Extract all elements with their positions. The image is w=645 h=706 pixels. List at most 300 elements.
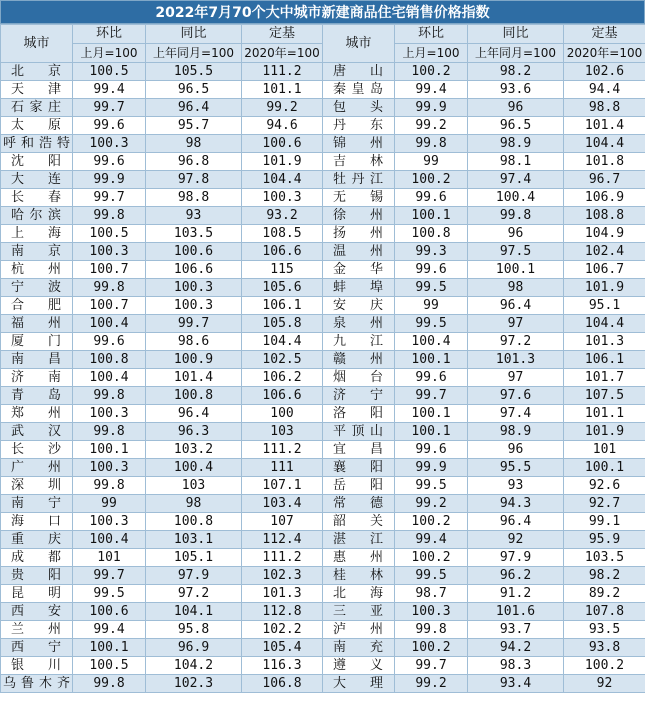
base-cell: 101.1 [564,405,645,423]
city-cell: 呼和浩特 [1,135,73,153]
base-cell: 102.3 [242,567,323,585]
city-cell: 泸 州 [323,621,395,639]
header-base-left: 定基 [242,25,323,44]
header-mom-sub-left: 上月=100 [73,44,146,63]
mom-cell: 100.2 [395,513,468,531]
mom-cell: 100.1 [395,423,468,441]
base-cell: 106.9 [564,189,645,207]
yoy-cell: 98.3 [468,657,564,675]
table-row [1,585,645,603]
mom-cell: 99.7 [73,99,146,117]
base-cell: 92.6 [564,477,645,495]
mom-cell: 100.2 [395,63,468,81]
base-cell: 106.6 [242,387,323,405]
table-row [1,477,645,495]
yoy-cell: 96.5 [468,117,564,135]
table-row [1,243,645,261]
yoy-cell: 103 [146,477,242,495]
city-cell: 北 京 [1,63,73,81]
yoy-cell: 97 [468,369,564,387]
yoy-cell: 97.6 [468,387,564,405]
base-cell: 104.4 [564,135,645,153]
city-cell: 温 州 [323,243,395,261]
base-cell: 101.9 [242,153,323,171]
base-cell: 95.1 [564,297,645,315]
mom-cell: 100.1 [395,351,468,369]
table-row [1,315,645,333]
yoy-cell: 100.6 [146,243,242,261]
table-row [1,657,645,675]
yoy-cell: 98.1 [468,153,564,171]
city-cell: 赣 州 [323,351,395,369]
base-cell: 94.4 [564,81,645,99]
city-cell: 武 汉 [1,423,73,441]
city-cell: 岳 阳 [323,477,395,495]
base-cell: 106.6 [242,243,323,261]
base-cell: 101.1 [242,81,323,99]
mom-cell: 99.7 [73,567,146,585]
mom-cell: 99.9 [395,99,468,117]
table-row [1,153,645,171]
yoy-cell: 100.8 [146,387,242,405]
base-cell: 112.4 [242,531,323,549]
city-cell: 安 庆 [323,297,395,315]
city-cell: 唐 山 [323,63,395,81]
city-cell: 西 宁 [1,639,73,657]
city-cell: 吉 林 [323,153,395,171]
table-row [1,369,645,387]
base-cell: 99.2 [242,99,323,117]
mom-cell: 99.6 [73,117,146,135]
city-cell: 济 宁 [323,387,395,405]
yoy-cell: 103.1 [146,531,242,549]
mom-cell: 99.4 [395,81,468,99]
mom-cell: 99.4 [73,621,146,639]
base-cell: 102.4 [564,243,645,261]
yoy-cell: 97.5 [468,243,564,261]
yoy-cell: 93 [468,477,564,495]
base-cell: 107.5 [564,387,645,405]
city-cell: 银 川 [1,657,73,675]
city-cell: 洛 阳 [323,405,395,423]
city-cell: 牡丹江 [323,171,395,189]
base-cell: 105.8 [242,315,323,333]
yoy-cell: 94.2 [468,639,564,657]
yoy-cell: 105.1 [146,549,242,567]
mom-cell: 100.2 [395,639,468,657]
table-row [1,171,645,189]
header-yoy-right: 同比 [468,25,564,44]
city-cell: 杭 州 [1,261,73,279]
table-row [1,99,645,117]
mom-cell: 99.5 [73,585,146,603]
yoy-cell: 97.4 [468,405,564,423]
mom-cell: 100.2 [395,549,468,567]
yoy-cell: 97.2 [468,333,564,351]
yoy-cell: 98.2 [468,63,564,81]
yoy-cell: 93.6 [468,81,564,99]
base-cell: 95.9 [564,531,645,549]
mom-cell: 99 [73,495,146,513]
mom-cell: 100.1 [395,207,468,225]
base-cell: 106.2 [242,369,323,387]
city-cell: 南 昌 [1,351,73,369]
mom-cell: 99.2 [395,495,468,513]
yoy-cell: 103.5 [146,225,242,243]
base-cell: 111.2 [242,63,323,81]
city-cell: 宜 昌 [323,441,395,459]
base-cell: 99.1 [564,513,645,531]
yoy-cell: 97.2 [146,585,242,603]
city-cell: 大 连 [1,171,73,189]
base-cell: 101.9 [564,279,645,297]
mom-cell: 100.8 [395,225,468,243]
mom-cell: 100.3 [395,603,468,621]
yoy-cell: 97.4 [468,171,564,189]
yoy-cell: 95.5 [468,459,564,477]
mom-cell: 99.6 [73,333,146,351]
table-row [1,297,645,315]
base-cell: 104.4 [242,333,323,351]
city-cell: 南 充 [323,639,395,657]
mom-cell: 99.7 [395,387,468,405]
base-cell: 105.4 [242,639,323,657]
mom-cell: 100.6 [73,603,146,621]
header-city-left: 城市 [1,25,73,63]
mom-cell: 99.2 [395,675,468,693]
base-cell: 93.8 [564,639,645,657]
city-cell: 郑 州 [1,405,73,423]
base-cell: 96.7 [564,171,645,189]
base-cell: 100.1 [564,459,645,477]
city-cell: 长 沙 [1,441,73,459]
mom-cell: 99.8 [73,279,146,297]
mom-cell: 99.6 [395,369,468,387]
base-cell: 98.8 [564,99,645,117]
mom-cell: 100.5 [73,225,146,243]
mom-cell: 99.6 [395,261,468,279]
table-row [1,603,645,621]
mom-cell: 100.8 [73,351,146,369]
city-cell: 广 州 [1,459,73,477]
table-row [1,459,645,477]
header-yoy-sub-right: 上年同月=100 [468,44,564,63]
base-cell: 111.2 [242,549,323,567]
city-cell: 徐 州 [323,207,395,225]
base-cell: 106.1 [564,351,645,369]
mom-cell: 99.6 [73,153,146,171]
mom-cell: 100.3 [73,135,146,153]
mom-cell: 98.7 [395,585,468,603]
mom-cell: 99.8 [73,207,146,225]
yoy-cell: 100.1 [468,261,564,279]
base-cell: 106.7 [564,261,645,279]
yoy-cell: 100.9 [146,351,242,369]
yoy-cell: 96.4 [468,513,564,531]
mom-cell: 99.2 [395,117,468,135]
table-row [1,549,645,567]
table-row [1,117,645,135]
yoy-cell: 95.7 [146,117,242,135]
yoy-cell: 96.4 [468,297,564,315]
base-cell: 111 [242,459,323,477]
table-row [1,621,645,639]
mom-cell: 99 [395,153,468,171]
base-cell: 107 [242,513,323,531]
yoy-cell: 95.8 [146,621,242,639]
mom-cell: 99.6 [395,441,468,459]
city-cell: 石家庄 [1,99,73,117]
yoy-cell: 101.4 [146,369,242,387]
table-title: 2022年7月70个大中城市新建商品住宅销售价格指数 [0,0,645,24]
base-cell: 93.2 [242,207,323,225]
city-cell: 金 华 [323,261,395,279]
mom-cell: 99.9 [73,171,146,189]
base-cell: 108.5 [242,225,323,243]
yoy-cell: 101.6 [468,603,564,621]
yoy-cell: 100.3 [146,297,242,315]
yoy-cell: 97 [468,315,564,333]
yoy-cell: 100.3 [146,279,242,297]
city-cell: 合 肥 [1,297,73,315]
table-row [1,567,645,585]
header-mom-sub-right: 上月=100 [395,44,468,63]
mom-cell: 100.4 [73,369,146,387]
mom-cell: 99.3 [395,243,468,261]
yoy-cell: 106.6 [146,261,242,279]
yoy-cell: 98.9 [468,423,564,441]
base-cell: 98.2 [564,567,645,585]
yoy-cell: 105.5 [146,63,242,81]
yoy-cell: 93.7 [468,621,564,639]
header-yoy-sub-left: 上年同月=100 [146,44,242,63]
yoy-cell: 99.8 [468,207,564,225]
base-cell: 108.8 [564,207,645,225]
yoy-cell: 104.2 [146,657,242,675]
header-base-sub-left: 2020年=100 [242,44,323,63]
base-cell: 94.6 [242,117,323,135]
city-cell: 大 理 [323,675,395,693]
base-cell: 103.5 [564,549,645,567]
city-cell: 福 州 [1,315,73,333]
base-cell: 101.9 [564,423,645,441]
table-row [1,405,645,423]
city-cell: 锦 州 [323,135,395,153]
base-cell: 104.4 [564,315,645,333]
mom-cell: 101 [73,549,146,567]
header-mom-left: 环比 [73,25,146,44]
yoy-cell: 96.3 [146,423,242,441]
city-cell: 三 亚 [323,603,395,621]
city-cell: 长 春 [1,189,73,207]
yoy-cell: 97.9 [146,567,242,585]
city-cell: 包 头 [323,99,395,117]
mom-cell: 99.6 [395,189,468,207]
header-base-right: 定基 [564,25,645,44]
table-row [1,639,645,657]
city-cell: 厦 门 [1,333,73,351]
table-row [1,333,645,351]
yoy-cell: 93.4 [468,675,564,693]
base-cell: 103 [242,423,323,441]
mom-cell: 99.7 [73,189,146,207]
base-cell: 101.4 [564,117,645,135]
base-cell: 100.2 [564,657,645,675]
city-cell: 乌鲁木齐 [1,675,73,693]
header-mom-right: 环比 [395,25,468,44]
header-yoy-left: 同比 [146,25,242,44]
mom-cell: 100.7 [73,261,146,279]
city-cell: 天 津 [1,81,73,99]
base-cell: 115 [242,261,323,279]
base-cell: 101.8 [564,153,645,171]
table-row [1,675,645,693]
city-cell: 青 岛 [1,387,73,405]
base-cell: 103.4 [242,495,323,513]
mom-cell: 99.8 [73,477,146,495]
base-cell: 101.3 [242,585,323,603]
mom-cell: 100.1 [73,639,146,657]
mom-cell: 99.5 [395,315,468,333]
yoy-cell: 96.5 [146,81,242,99]
mom-cell: 100.3 [73,243,146,261]
yoy-cell: 100.4 [468,189,564,207]
city-cell: 常 德 [323,495,395,513]
yoy-cell: 103.2 [146,441,242,459]
price-index-table [0,24,645,693]
mom-cell: 100.5 [73,657,146,675]
table-row [1,351,645,369]
mom-cell: 100.4 [73,531,146,549]
city-cell: 宁 波 [1,279,73,297]
base-cell: 102.2 [242,621,323,639]
city-cell: 平顶山 [323,423,395,441]
base-cell: 104.9 [564,225,645,243]
yoy-cell: 98.9 [468,135,564,153]
city-cell: 扬 州 [323,225,395,243]
base-cell: 100.3 [242,189,323,207]
table-row [1,135,645,153]
city-cell: 蚌 埠 [323,279,395,297]
base-cell: 106.8 [242,675,323,693]
table-row [1,531,645,549]
yoy-cell: 97.8 [146,171,242,189]
base-cell: 92 [564,675,645,693]
mom-cell: 99.5 [395,279,468,297]
mom-cell: 99.5 [395,477,468,495]
city-cell: 济 南 [1,369,73,387]
yoy-cell: 93 [146,207,242,225]
city-cell: 南 宁 [1,495,73,513]
yoy-cell: 98 [468,279,564,297]
city-cell: 太 原 [1,117,73,135]
mom-cell: 99.8 [395,135,468,153]
table-row [1,495,645,513]
table-row [1,225,645,243]
city-cell: 北 海 [323,585,395,603]
yoy-cell: 98 [146,135,242,153]
city-cell: 无 锡 [323,189,395,207]
mom-cell: 99.8 [395,621,468,639]
base-cell: 100.6 [242,135,323,153]
city-cell: 九 江 [323,333,395,351]
mom-cell: 100.7 [73,297,146,315]
city-cell: 海 口 [1,513,73,531]
city-cell: 湛 江 [323,531,395,549]
yoy-cell: 100.4 [146,459,242,477]
city-cell: 贵 阳 [1,567,73,585]
yoy-cell: 96 [468,441,564,459]
base-cell: 107.1 [242,477,323,495]
table-row [1,81,645,99]
mom-cell: 100.4 [395,333,468,351]
yoy-cell: 101.3 [468,351,564,369]
base-cell: 89.2 [564,585,645,603]
yoy-cell: 98.6 [146,333,242,351]
city-cell: 哈尔滨 [1,207,73,225]
table-row [1,423,645,441]
yoy-cell: 100.8 [146,513,242,531]
city-cell: 上 海 [1,225,73,243]
base-cell: 101 [564,441,645,459]
base-cell: 93.5 [564,621,645,639]
table-row [1,441,645,459]
yoy-cell: 98.8 [146,189,242,207]
mom-cell: 99.4 [395,531,468,549]
table-row [1,189,645,207]
base-cell: 101.7 [564,369,645,387]
city-cell: 深 圳 [1,477,73,495]
city-cell: 襄 阳 [323,459,395,477]
mom-cell: 100.1 [73,441,146,459]
base-cell: 107.8 [564,603,645,621]
table-row [1,513,645,531]
table-row [1,63,645,81]
yoy-cell: 102.3 [146,675,242,693]
mom-cell: 99.8 [73,675,146,693]
mom-cell: 100.2 [395,171,468,189]
mom-cell: 100.5 [73,63,146,81]
city-cell: 秦皇岛 [323,81,395,99]
yoy-cell: 96 [468,225,564,243]
yoy-cell: 96.8 [146,153,242,171]
base-cell: 116.3 [242,657,323,675]
yoy-cell: 97.9 [468,549,564,567]
city-cell: 成 都 [1,549,73,567]
yoy-cell: 104.1 [146,603,242,621]
city-cell: 西 安 [1,603,73,621]
city-cell: 桂 林 [323,567,395,585]
base-cell: 106.1 [242,297,323,315]
city-cell: 丹 东 [323,117,395,135]
city-cell: 遵 义 [323,657,395,675]
city-cell: 韶 关 [323,513,395,531]
mom-cell: 99.8 [73,423,146,441]
table-row [1,207,645,225]
base-cell: 102.5 [242,351,323,369]
base-cell: 111.2 [242,441,323,459]
mom-cell: 100.3 [73,405,146,423]
mom-cell: 99.7 [395,657,468,675]
mom-cell: 100.1 [395,405,468,423]
base-cell: 92.7 [564,495,645,513]
yoy-cell: 96.2 [468,567,564,585]
city-cell: 泉 州 [323,315,395,333]
city-cell: 烟 台 [323,369,395,387]
table-row [1,279,645,297]
yoy-cell: 96 [468,99,564,117]
mom-cell: 99.8 [73,387,146,405]
